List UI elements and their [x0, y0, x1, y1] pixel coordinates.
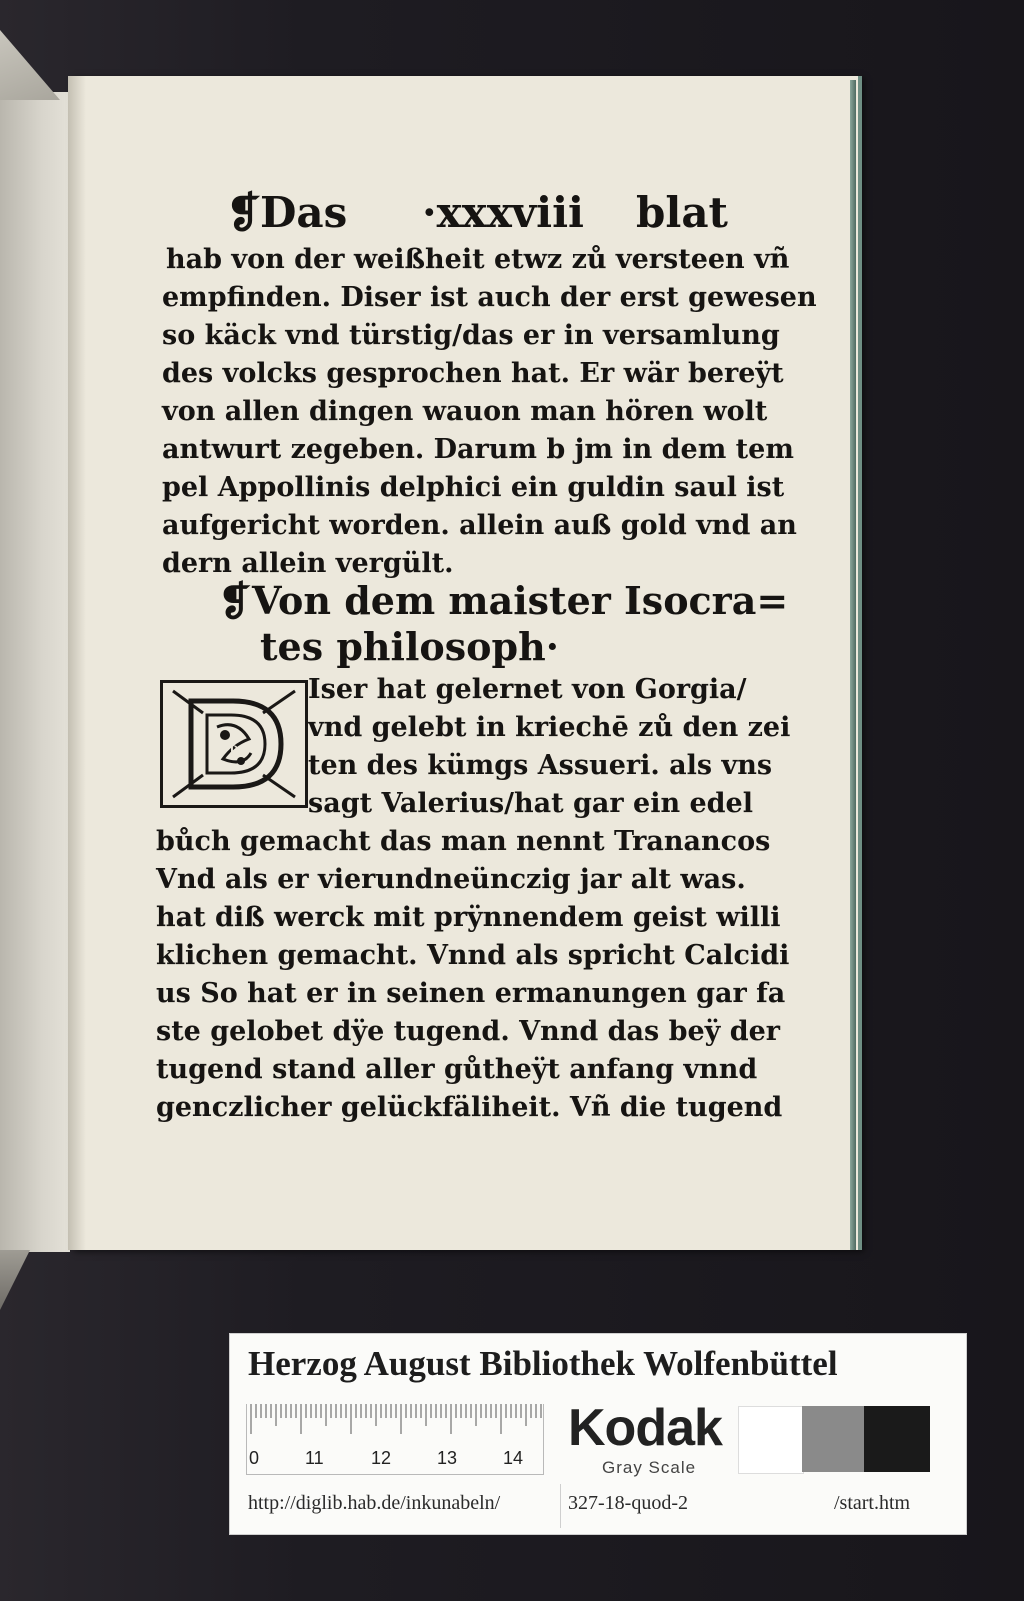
- text-line: antwurt zegeben. Darum b jm in dem tem: [162, 434, 794, 465]
- text-line: ste gelobet dÿe tugend. Vnnd das beÿ der: [156, 1016, 781, 1047]
- heading-word-das: Das: [260, 188, 348, 237]
- url-suffix: /start.htm: [834, 1492, 911, 1514]
- text-line: Iser hat gelernet von Gorgia/: [308, 674, 747, 705]
- text-line: dern allein vergült.: [162, 548, 454, 579]
- text-line: Vnd als er vierundneünczig jar alt was.: [156, 864, 746, 895]
- text-line: klichen gemacht. Vnnd als spricht Calcidi: [156, 940, 790, 971]
- svg-text:D: D: [229, 745, 239, 756]
- text-line: von allen dingen wauon man hören wolt: [162, 396, 768, 427]
- text-line: so käck vnd türstig/das er in versamlung: [162, 320, 780, 351]
- section-title-line: tes philosoph·: [260, 624, 559, 669]
- swatch-black: [864, 1406, 930, 1472]
- text-line: vnd gelebt in kriechē zů den zei: [308, 712, 791, 743]
- gray-scale-caption: Gray Scale: [602, 1458, 697, 1477]
- pilcrow-mark: ❡: [218, 578, 252, 625]
- ruler-number: 13: [437, 1448, 458, 1468]
- section-title-line: Von dem maister Isocra=: [252, 578, 789, 623]
- ruler: [246, 1404, 544, 1475]
- text-line: aufgericht worden. allein auß gold vnd an: [162, 510, 797, 541]
- text-line: empfinden. Diser ist auch der erst gewesen: [162, 282, 817, 313]
- text-line: des volcks gesprochen hat. Er wär bereÿt: [162, 358, 784, 389]
- text-line: hat diß werck mit prÿnnendem geist willi: [156, 902, 781, 933]
- url-base: http://diglib.hab.de/inkunabeln/: [248, 1492, 501, 1514]
- text-line: us So hat er in seinen ermanungen gar fa: [156, 978, 786, 1009]
- text-line: sagt Valerius/hat gar ein edel: [308, 788, 753, 819]
- ruler-number: 14: [503, 1448, 524, 1468]
- section-title: [218, 578, 789, 678]
- shelfmark: 327-18-quod-2: [568, 1492, 688, 1514]
- text-line: tugend stand aller gůtheÿt anfang vnnd: [156, 1054, 758, 1085]
- ruler-number: 12: [371, 1448, 392, 1468]
- text-line: genczlicher gelückfäliheit. Vñ die tugend: [156, 1092, 783, 1123]
- ruler-ticks: [247, 1404, 543, 1442]
- pilcrow-mark: ❡: [226, 188, 262, 237]
- ruler-number: 0: [249, 1448, 260, 1468]
- divider: [560, 1484, 561, 1528]
- kodak-logo: Kodak: [568, 1399, 722, 1457]
- ruler-number: 11: [305, 1448, 324, 1468]
- library-name: Herzog August Bibliothek Wolfenbüttel: [248, 1344, 838, 1383]
- folio-number: ·xxxviii: [422, 188, 585, 237]
- swatch-gray: [802, 1406, 864, 1472]
- decorated-initial: [160, 680, 308, 808]
- text-line: bůch gemacht das man nennt Tranancos: [156, 826, 771, 857]
- heading-word-blat: blat: [636, 188, 728, 237]
- library-label: [229, 1333, 967, 1535]
- swatch-white: [738, 1406, 804, 1474]
- text-line: hab von der weißheit etwz zů versteen vñ: [166, 244, 790, 275]
- initial-ornament-icon: [163, 683, 305, 805]
- text-line: ten des kümgs Assueri. als vns: [308, 750, 773, 781]
- page-heading: [226, 188, 766, 238]
- text-line: pel Appollinis delphici ein guldin saul ist: [162, 472, 785, 503]
